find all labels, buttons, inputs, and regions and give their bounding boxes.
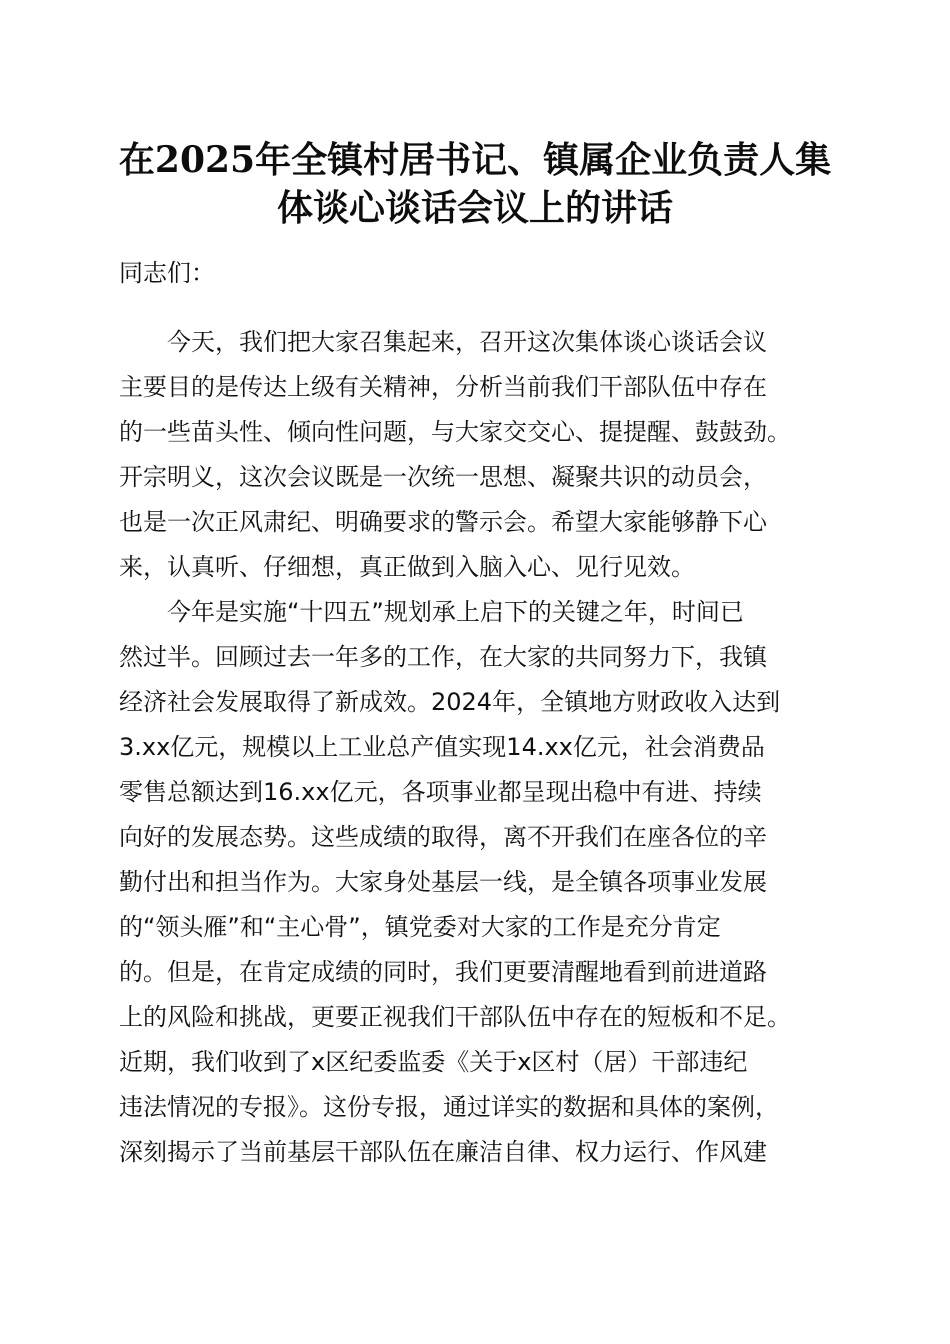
body-line: 违法情况的专报》。这份专报，通过详实的数据和具体的案例， bbox=[119, 1093, 779, 1121]
body-line: 经济社会发展取得了新成效。2024年，全镇地方财政收入达到 bbox=[119, 688, 781, 716]
body-line: 今年是实施“十四五”规划承上启下的关键之年，时间已 bbox=[119, 598, 744, 626]
document-title-line-1: 在2025年全镇村居书记、镇属企业负责人集 bbox=[118, 139, 832, 181]
body-line: 深刻揭示了当前基层干部队伍在廉洁自律、权力运行、作风建 bbox=[119, 1138, 767, 1166]
body-line: 的一些苗头性、倾向性问题，与大家交交心、提提醒、鼓鼓劲。 bbox=[119, 418, 791, 446]
body-line: 上的风险和挑战，更要正视我们干部队伍中存在的短板和不足。 bbox=[119, 1003, 791, 1031]
body-line: 3.xx亿元，规模以上工业总产值实现14.xx亿元，社会消费品 bbox=[119, 733, 765, 761]
body-line: 然过半。回顾过去一年多的工作，在大家的共同努力下，我镇 bbox=[119, 643, 767, 671]
body-line: 的。但是，在肯定成绩的同时，我们更要清醒地看到前进道路 bbox=[119, 958, 767, 986]
body-line: 向好的发展态势。这些成绩的取得，离不开我们在座各位的辛 bbox=[119, 823, 767, 851]
body-line: 开宗明义，这次会议既是一次统一思想、凝聚共识的动员会， bbox=[119, 463, 767, 491]
body-line: 勤付出和担当作为。大家身处基层一线，是全镇各项事业发展 bbox=[119, 868, 767, 896]
body-line: 近期，我们收到了x区纪委监委《关于x区村（居）干部违纪 bbox=[119, 1048, 748, 1076]
body-line: 今天，我们把大家召集起来，召开这次集体谈心谈话会议 bbox=[119, 328, 767, 356]
body-line: 也是一次正风肃纪、明确要求的警示会。希望大家能够静下心 bbox=[119, 508, 767, 536]
body-line: 零售总额达到16.xx亿元，各项事业都呈现出稳中有进、持续 bbox=[119, 778, 762, 806]
body-line: 的“领头雁”和“主心骨”，镇党委对大家的工作是充分肯定 bbox=[119, 913, 721, 941]
body-line: 来，认真听、仔细想，真正做到入脑入心、见行见效。 bbox=[119, 553, 695, 581]
body-line: 主要目的是传达上级有关精神，分析当前我们干部队伍中存在 bbox=[119, 373, 767, 401]
document-title-line-2: 体谈心谈话会议上的讲话 bbox=[276, 187, 673, 229]
salutation: 同志们： bbox=[119, 259, 215, 287]
